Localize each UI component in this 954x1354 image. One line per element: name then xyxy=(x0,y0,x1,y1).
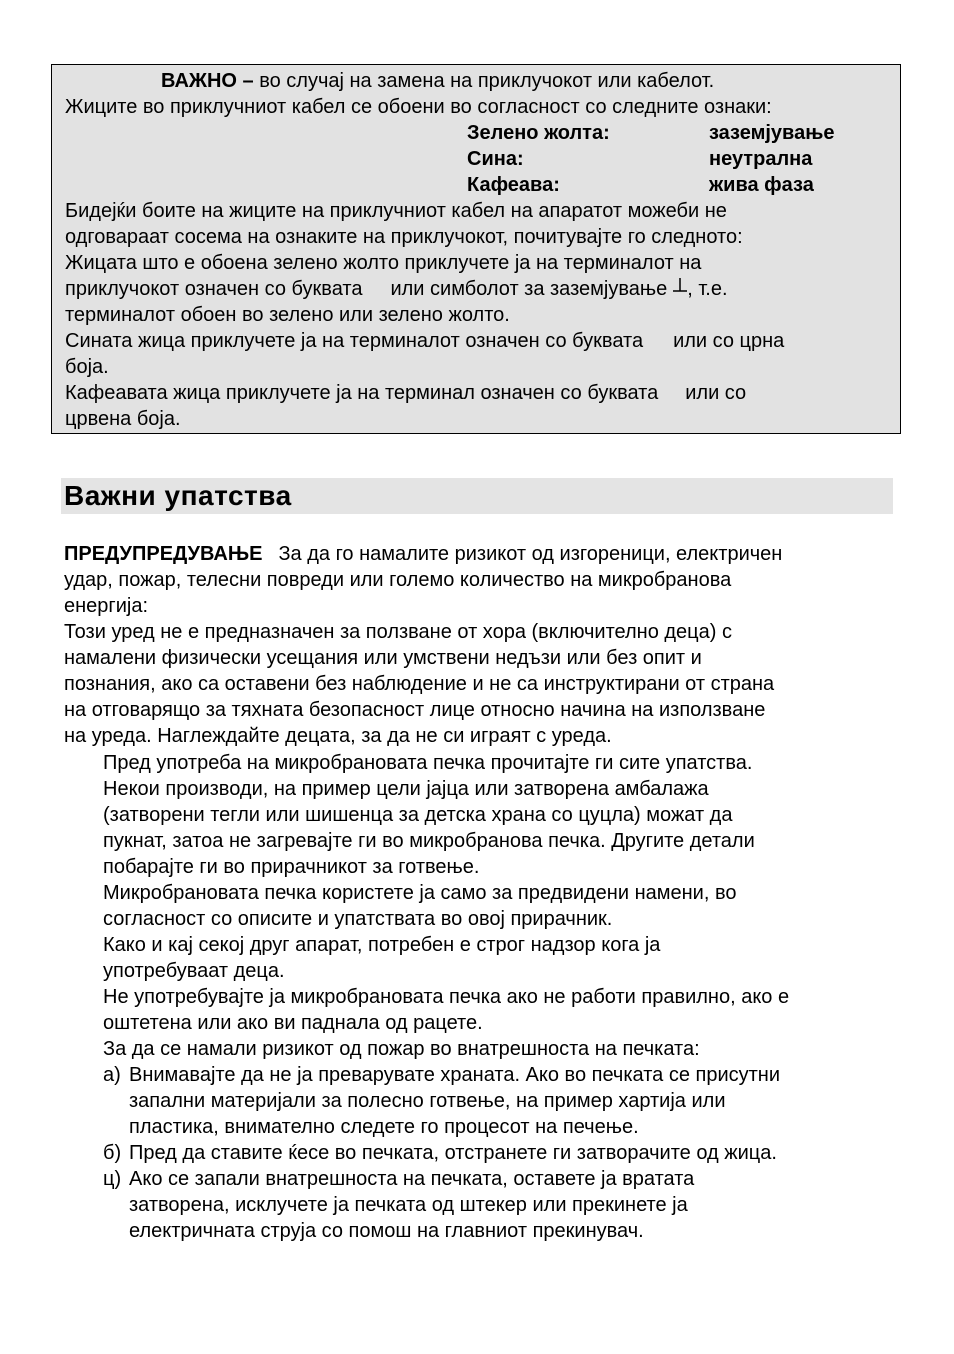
list-item: (затворени тегли или шишенца за детска храна со цуцла) можат да xyxy=(103,804,733,826)
paragraph-line: на отговарящо за тяхната безопасност лице относно начина на използване xyxy=(64,699,766,721)
sublist-marker: а) xyxy=(103,1064,121,1086)
important-notice-box xyxy=(51,64,901,434)
color-name: Кафеава: xyxy=(467,174,560,196)
color-meaning: неутрална xyxy=(709,148,813,170)
sublist-item: Ако се запали внатрешноста на печката, оставете ја вратата xyxy=(129,1168,695,1190)
list-item: За да се намали ризикот од пожар во внатрешноста на печката: xyxy=(103,1038,700,1060)
notice-line: одговараат сосема на ознаките на приклучокот, почитувајте го следното: xyxy=(65,226,743,248)
section-heading xyxy=(61,478,893,514)
notice-line: Сината жица приклучете ја на терминалот означен со буквата или со црна xyxy=(65,330,785,352)
sublist-item: Внимавајте да не ја преварувате храната. Ако во печката се присутни xyxy=(129,1064,781,1086)
notice-line: Жиците во приклучниот кабел се обоени во согласност со следните ознаки: xyxy=(65,96,772,118)
list-item: Некои производи, на пример цели јајца или затворена амбалажа xyxy=(103,778,709,800)
list-item: побарајте ги во прирачникот за готвење. xyxy=(103,856,480,878)
color-name: Сина: xyxy=(467,148,524,170)
notice-line: Бидејќи боите на жиците на приклучниот кабел на апаратот можеби не xyxy=(65,200,727,222)
notice-heading: ВАЖНО – во случај на замена на приклучокот или кабелот. xyxy=(161,70,715,92)
ground-symbol-icon xyxy=(673,277,687,293)
sublist-item: затворена, исклучете ја печката од штекер или прекинете ја xyxy=(129,1194,688,1216)
paragraph-line: Този уред не е предназначен за ползване от хора (включително деца) с xyxy=(64,621,732,643)
list-item: употребуваат деца. xyxy=(103,960,285,982)
paragraph-line: на уреда. Наглеждайте децата, за да не си играят с уреда. xyxy=(64,725,612,747)
list-item: Микробрановата печка користете ја само за предвидени намени, во xyxy=(103,882,737,904)
sublist-item: електричната струја со помош на главниот прекинувач. xyxy=(129,1220,644,1242)
notice-line: терминалот обоен во зелено или зелено жолто. xyxy=(65,304,510,326)
list-item: оштетена или ако ви паднала од рацете. xyxy=(103,1012,483,1034)
color-meaning: жива фаза xyxy=(709,174,814,196)
notice-line: Жицата што е обоена зелено жолто приклучете ја на терминалот на xyxy=(65,252,702,274)
warning-line: ПРЕДУПРЕДУВАЊЕ За да го намалите ризикот од изгореници, електричен xyxy=(64,543,783,565)
sublist-item: запални материјали за полесно готвење, на пример хартија или xyxy=(129,1090,726,1112)
list-item: Како и кај секој друг апарат, потребен е строг надзор кога ја xyxy=(103,934,661,956)
paragraph-line: познания, ако са оставени без наблюдение и не са инструктирани от страна xyxy=(64,673,775,695)
sublist-item: пластика, внимателно следете го процесот на печење. xyxy=(129,1116,639,1138)
notice-line: приклучокот означен со буквата или симболот за заземјување , т.е. xyxy=(65,278,728,300)
sublist-marker: ц) xyxy=(103,1168,122,1190)
section-title: Важни упатства xyxy=(64,480,292,511)
notice-line: боја. xyxy=(65,356,109,378)
list-item: Пред употреба на микробрановата печка прочитајте ги сите упатства. xyxy=(103,752,753,774)
color-meaning: заземјување xyxy=(709,122,835,144)
paragraph-line: намалени физически усещания или умствени недъзи или без опит и xyxy=(64,647,702,669)
color-name: Зелено жолта: xyxy=(467,122,610,144)
sublist-marker: б) xyxy=(103,1142,122,1164)
warning-line: енергија: xyxy=(64,595,149,617)
list-item: согласност со описите и упатствата во овој прирачник. xyxy=(103,908,613,930)
list-item: пукнат, затоа не загревајте ги во микробранова печка. Другите детали xyxy=(103,830,755,852)
notice-line: Кафеавата жица приклучете ја на терминал означен со буквата или со xyxy=(65,382,747,404)
notice-line: црвена боја. xyxy=(65,408,181,430)
list-item: Не употребувајте ја микробрановата печка ако не работи правилно, ако е xyxy=(103,986,790,1008)
warning-line: удар, пожар, телесни повреди или големо количество на микробранова xyxy=(64,569,732,591)
sublist-item: Пред да ставите ќесе во печката, отстранете ги затворачите од жица. xyxy=(129,1142,777,1164)
warning-label: ПРЕДУПРЕДУВАЊЕ xyxy=(64,543,263,565)
